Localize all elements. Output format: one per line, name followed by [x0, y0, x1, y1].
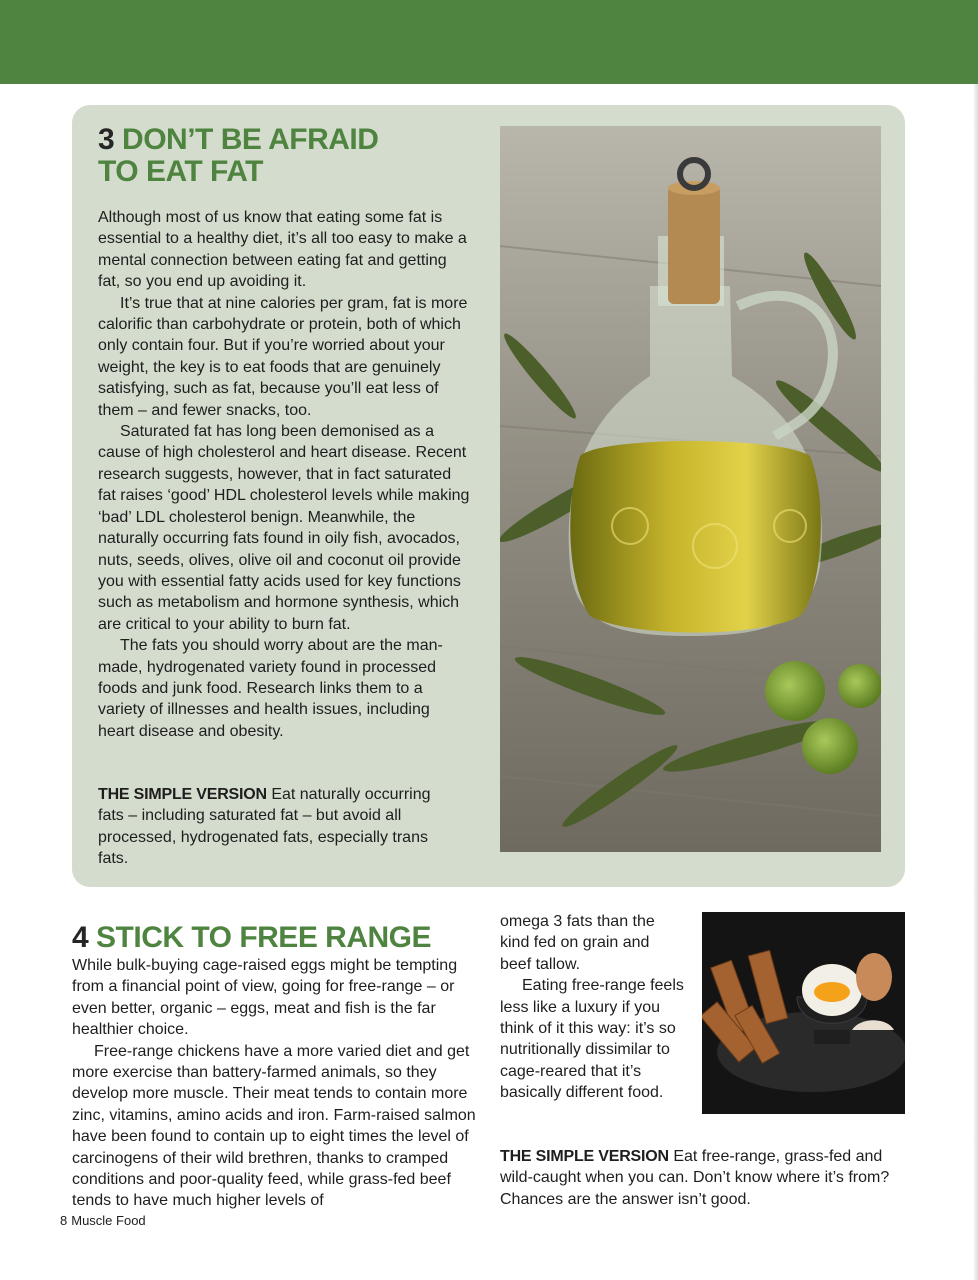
page-footer	[60, 1213, 146, 1228]
section-3-title-line1: DON’T BE AFRAID	[122, 123, 379, 156]
section-3-title-line2: TO EAT FAT	[98, 155, 263, 188]
olive-oil-photo	[500, 126, 881, 852]
egg-illustration	[702, 912, 905, 1114]
section-4-paragraph: While bulk-buying cage-raised eggs might be tempting from a financial point of view, going for free-range – or even better, organic – eggs, meat and fish is the far healthier choice.	[72, 957, 458, 1039]
section-3-paragraph: The fats you should worry about are the man-made, hydrogenated variety found in processed foods and junk food. Research links them to a variety of illnesses and health issues, including heart disease and obesity.	[98, 637, 443, 740]
section-3-paragraph: It’s true that at nine calories per gram, fat is more calorific than carbohydrate or protein, both of which only contain four. But if you’re worried about your weight, the key is to eat foods that are genuinely satisfying, such as fat, because you’ll eat less of them – and fewer snacks, too.	[98, 294, 468, 419]
section-4-paragraph: Free-range chickens have a more varied diet and get more exercise than battery-farmed animals, so they develop more muscle. Their meat tends to contain more zinc, vitamins, amino acids and iron. Farm-raised salmon have been found to contain up to eight times the level of carcinogens of their wild brethren, thanks to cramped conditions and poor-quality feed, while grass-fed beef tends to have much higher levels of	[72, 1042, 476, 1210]
page-edge	[974, 84, 978, 1280]
section-4-summary	[500, 1146, 910, 1210]
section-4-column-2	[500, 911, 685, 1104]
page-number: 8	[60, 1213, 68, 1228]
section-4-heading	[72, 920, 431, 956]
section-3-heading	[98, 124, 378, 188]
top-banner	[0, 0, 978, 84]
olive-oil-bottle-illustration	[500, 126, 881, 852]
section-3-body	[98, 207, 470, 742]
section-4-title: STICK TO FREE RANGE	[96, 921, 432, 954]
egg-and-toast-photo	[702, 912, 905, 1114]
summary-label: THE SIMPLE VERSION	[500, 1148, 669, 1165]
section-3-paragraph: Saturated fat has long been demonised as a cause of high cholesterol and heart disease. Recent research suggests, however, that in fact saturated fat raises ‘good’ HDL cholesterol levels while making ‘bad’ LDL cholesterol benign. Meanwhile, the naturally occurring fats found in oily fish, avocados, nuts, seeds, olives, olive oil and coconut oil provide you with essential fatty acids used for key functions such as metabolism and hormone synthesis, which are critical to your ability to burn fat.	[98, 423, 470, 633]
section-4-paragraph: omega 3 fats than the kind fed on grain and beef tallow.	[500, 913, 655, 973]
summary-text: Eat free-range, grass-fed and wild-caught when you can. Don’t know where it’s from? Chances are the answer isn’t good.	[500, 1148, 890, 1208]
publication-name: Muscle Food	[71, 1213, 146, 1228]
section-3-paragraph: Although most of us know that eating some fat is essential to a healthy diet, it’s all too easy to make a mental connection between eating fat and getting fat, so you end up avoiding it.	[98, 209, 467, 291]
section-3-number: 3	[98, 123, 115, 156]
summary-label: THE SIMPLE VERSION	[98, 786, 267, 803]
summary-text: Eat naturally occurring fats – including saturated fat – but avoid all processed, hydrogenated fats, especially trans fats.	[98, 786, 431, 868]
section-3-summary	[98, 784, 458, 870]
section-4-paragraph: Eating free-range feels less like a luxury if you think of it this way: it’s so nutritionally dissimilar to cage-reared that it’s basically different food.	[500, 977, 684, 1102]
section-4-body	[72, 955, 482, 1212]
section-4-number: 4	[72, 921, 89, 954]
